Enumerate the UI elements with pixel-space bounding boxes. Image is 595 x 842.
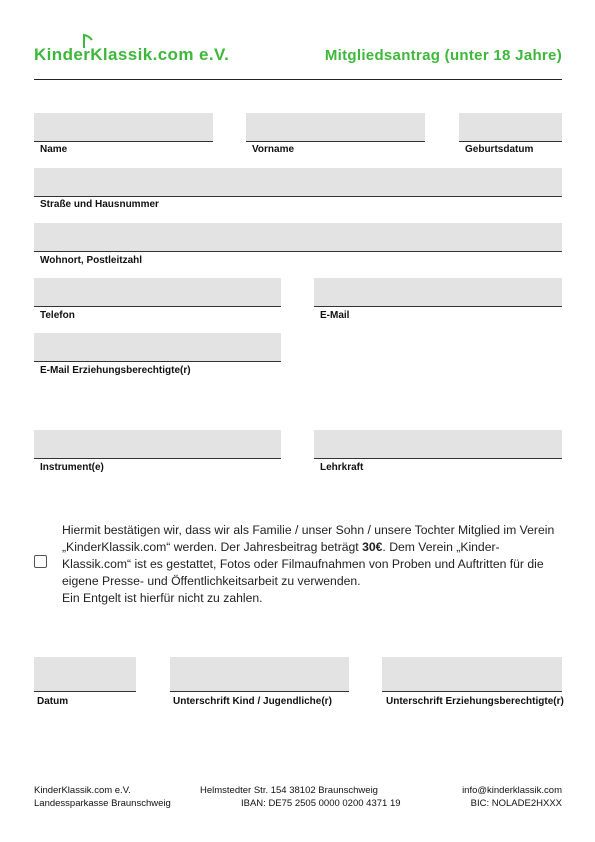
consent-part3: Ein Entgelt ist hierfür nicht zu zahlen.: [62, 591, 263, 605]
wohnort-label: Wohnort, Postleitzahl: [40, 255, 143, 266]
lehrkraft-field[interactable]: [314, 430, 562, 459]
unterschrift-erziehungsberechtigte-field[interactable]: [382, 657, 562, 692]
wohnort-field[interactable]: [34, 223, 562, 252]
footer-iban: IBAN: DE75 2505 0000 0200 4371 19: [241, 798, 401, 809]
name-field[interactable]: [34, 113, 213, 142]
page-title: Mitgliedsantrag (unter 18 Jahre): [324, 47, 562, 64]
instrument-label: Instrument(e): [40, 462, 104, 473]
logo-text: KinderKlassik.com e.V.: [34, 45, 230, 64]
vorname-field[interactable]: [246, 113, 425, 142]
consent-fee: 30€: [362, 540, 383, 554]
unterschrift-erziehungsberechtigte-label: Unterschrift Erziehungsberechtigte(r): [386, 696, 564, 707]
unterschrift-kind-field[interactable]: [170, 657, 349, 692]
footer-bic: BIC: NOLADE2HXXX: [470, 798, 562, 809]
lehrkraft-label: Lehrkraft: [320, 462, 364, 473]
instrument-field[interactable]: [34, 430, 281, 459]
logo: [34, 45, 229, 65]
geburtsdatum-label: Geburtsdatum: [465, 144, 534, 155]
datum-field[interactable]: [34, 657, 136, 692]
consent-part2: . Dem Verein „Kinder-Klassik.com“ ist es gestattet, Fotos oder Filmaufnahmen von Proben und Auftritten für die eigene Presse- und Öffentlichkeitsarbeit zu verwenden.: [62, 540, 544, 588]
email-label: E-Mail: [320, 310, 350, 321]
telefon-field[interactable]: [34, 278, 281, 307]
footer-address: Helmstedter Str. 154 38102 Braunschweig: [200, 785, 378, 796]
consent-part1: Hiermit bestätigen wir, dass wir als Familie / unser Sohn / unsere Tochter Mitglied im Verein „KinderKlassik.com“ werden. Der Jahresbeitrag beträgt: [62, 523, 555, 554]
footer-email: info@kinderklassik.com: [462, 785, 562, 796]
consent-checkbox[interactable]: [34, 555, 47, 568]
music-note-icon: [80, 33, 94, 51]
unterschrift-kind-label: Unterschrift Kind / Jugendliche(r): [173, 696, 332, 707]
strasse-label: Straße und Hausnummer: [40, 199, 159, 210]
header-divider: [34, 79, 562, 80]
strasse-field[interactable]: [34, 168, 562, 197]
geburtsdatum-field[interactable]: [459, 113, 562, 142]
email-field[interactable]: [314, 278, 562, 307]
vorname-label: Vorname: [252, 144, 295, 155]
name-label: Name: [40, 144, 68, 155]
datum-label: Datum: [37, 696, 69, 707]
email-erziehungsberechtigte-field[interactable]: [34, 333, 281, 362]
consent-text: [62, 522, 562, 607]
footer-org: KinderKlassik.com e.V.: [34, 785, 131, 796]
telefon-label: Telefon: [40, 310, 75, 321]
email-erziehungsberechtigte-label: E-Mail Erziehungsberechtigte(r): [40, 365, 191, 376]
footer-bank: Landessparkasse Braunschweig: [34, 798, 171, 809]
